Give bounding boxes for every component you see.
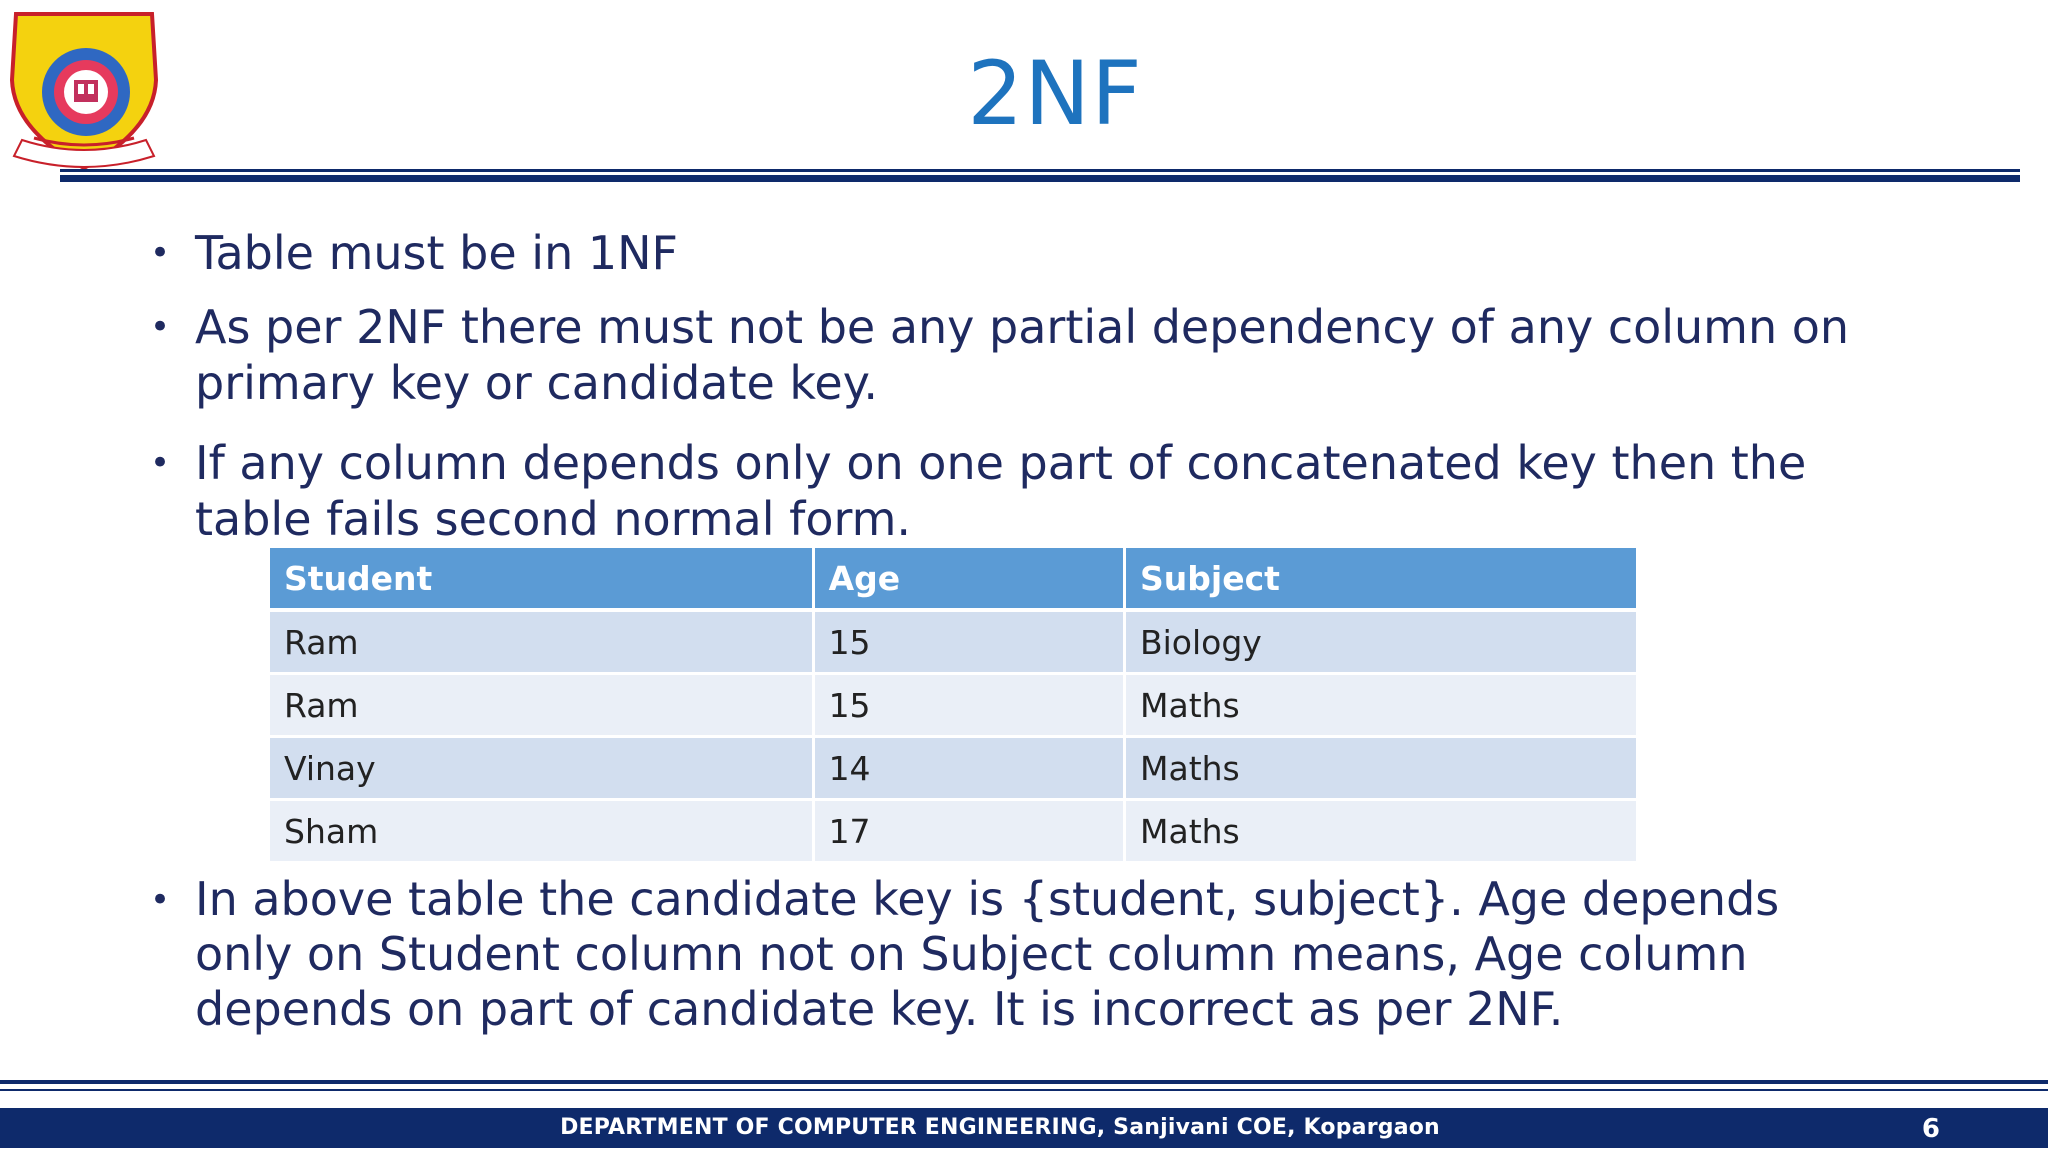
bullet-dot-icon: •	[150, 443, 171, 483]
table-cell: 14	[815, 738, 1126, 801]
table-cell: Vinay	[270, 738, 815, 801]
table-cell: 17	[815, 801, 1126, 864]
footer-bar	[0, 1108, 2048, 1148]
bullet-text: If any column depends only on one part of concatenated key then the table fails second normal form.	[195, 436, 1807, 546]
bullet-text: In above table the candidate key is {student, subject}. Age depends only on Student column not on Subject column means, Age column depends on part of candidate key. It is incorrect as per 2NF.	[195, 872, 1780, 1036]
bullet-text: As per 2NF there must not be any partial dependency of any column on primary key or candidate key.	[195, 300, 1850, 410]
title-divider-thick	[60, 175, 2020, 182]
table-row	[270, 738, 1636, 801]
footer-divider-thin-2	[0, 1089, 2048, 1091]
slide-title: 2NF	[967, 42, 1143, 145]
student-table	[270, 548, 1636, 864]
footer-divider-thin	[0, 1080, 2048, 1084]
bullet-item	[150, 872, 1870, 1037]
table-cell: Ram	[270, 675, 815, 738]
bullet-item	[150, 225, 1870, 281]
table-cell: 15	[815, 675, 1126, 738]
table-cell: Maths	[1126, 738, 1636, 801]
page-number: 6	[1921, 1114, 1940, 1144]
bullet-dot-icon: •	[150, 233, 171, 273]
table-cell: Maths	[1126, 801, 1636, 864]
table-cell: Ram	[270, 612, 815, 675]
title-divider-thin	[60, 169, 2020, 172]
table-header-student: Student	[270, 548, 815, 612]
bullet-item	[150, 435, 1870, 547]
footer-department-text: DEPARTMENT OF COMPUTER ENGINEERING, Sanjivani COE, Kopargaon	[560, 1115, 1440, 1140]
bullet-dot-icon: •	[150, 880, 171, 920]
bullet-item	[150, 299, 1870, 411]
table-row	[270, 675, 1636, 738]
table-cell: 15	[815, 612, 1126, 675]
table-cell: Biology	[1126, 612, 1636, 675]
table-header-subject: Subject	[1126, 548, 1636, 612]
bullet-text: Table must be in 1NF	[195, 226, 678, 280]
table-header-age: Age	[815, 548, 1126, 612]
table-row	[270, 801, 1636, 864]
table-cell: Maths	[1126, 675, 1636, 738]
table-row	[270, 612, 1636, 675]
table-header-row	[270, 548, 1636, 612]
bullet-dot-icon: •	[150, 307, 171, 347]
table-cell: Sham	[270, 801, 815, 864]
